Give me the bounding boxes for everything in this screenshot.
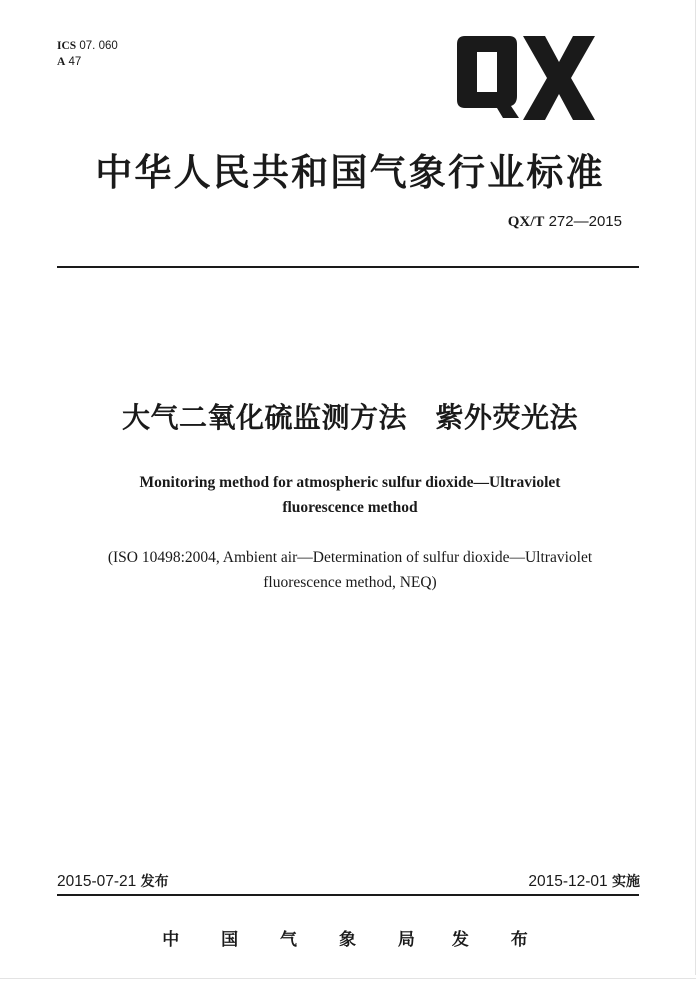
bottom-divider	[57, 894, 639, 896]
issue-date	[57, 871, 169, 891]
title-english	[70, 470, 630, 520]
qx-logo	[453, 34, 598, 126]
page-edge-right	[695, 0, 696, 975]
qx-logo-letter-x	[523, 36, 595, 120]
iso-reference-line-1: (ISO 10498:2004, Ambient air—Determination of sulfur dioxide—Ultraviolet	[107, 549, 593, 566]
ccs-label: A	[57, 56, 66, 68]
standard-number	[508, 213, 622, 231]
title-english-line-2: fluorescence method	[282, 499, 418, 516]
implement-date-label: 实施	[612, 874, 640, 890]
issue-date-label: 发布	[140, 874, 169, 890]
page-edge-bottom	[0, 978, 696, 979]
implement-date-value: 2015-12-01	[528, 873, 608, 890]
title-chinese: 大气二氧化硫监测方法 紫外荧光法	[121, 401, 578, 434]
iso-reference-line-2: fluorescence method, NEQ)	[263, 574, 437, 591]
ccs-line	[57, 54, 118, 70]
standard-number-value: 272—2015	[548, 213, 622, 230]
ccs-code: 47	[68, 56, 82, 68]
ics-label: ICS	[57, 40, 77, 52]
ics-code: 07. 060	[79, 40, 118, 52]
classification-codes	[57, 38, 118, 70]
standard-category: 中华人民共和国气象行业标准	[95, 151, 605, 194]
top-divider	[57, 266, 639, 268]
issue-date-value: 2015-07-21	[57, 873, 137, 890]
title-english-line-1: Monitoring method for atmospheric sulfur dioxide—Ultraviolet	[139, 474, 561, 491]
implement-date	[528, 871, 640, 891]
qx-logo-letter-q	[457, 36, 519, 118]
iso-reference	[60, 545, 640, 595]
ics-line	[57, 38, 118, 54]
publisher: 中 国 气 象 局 发 布	[162, 930, 538, 950]
standard-number-prefix: QX/T	[507, 214, 545, 230]
